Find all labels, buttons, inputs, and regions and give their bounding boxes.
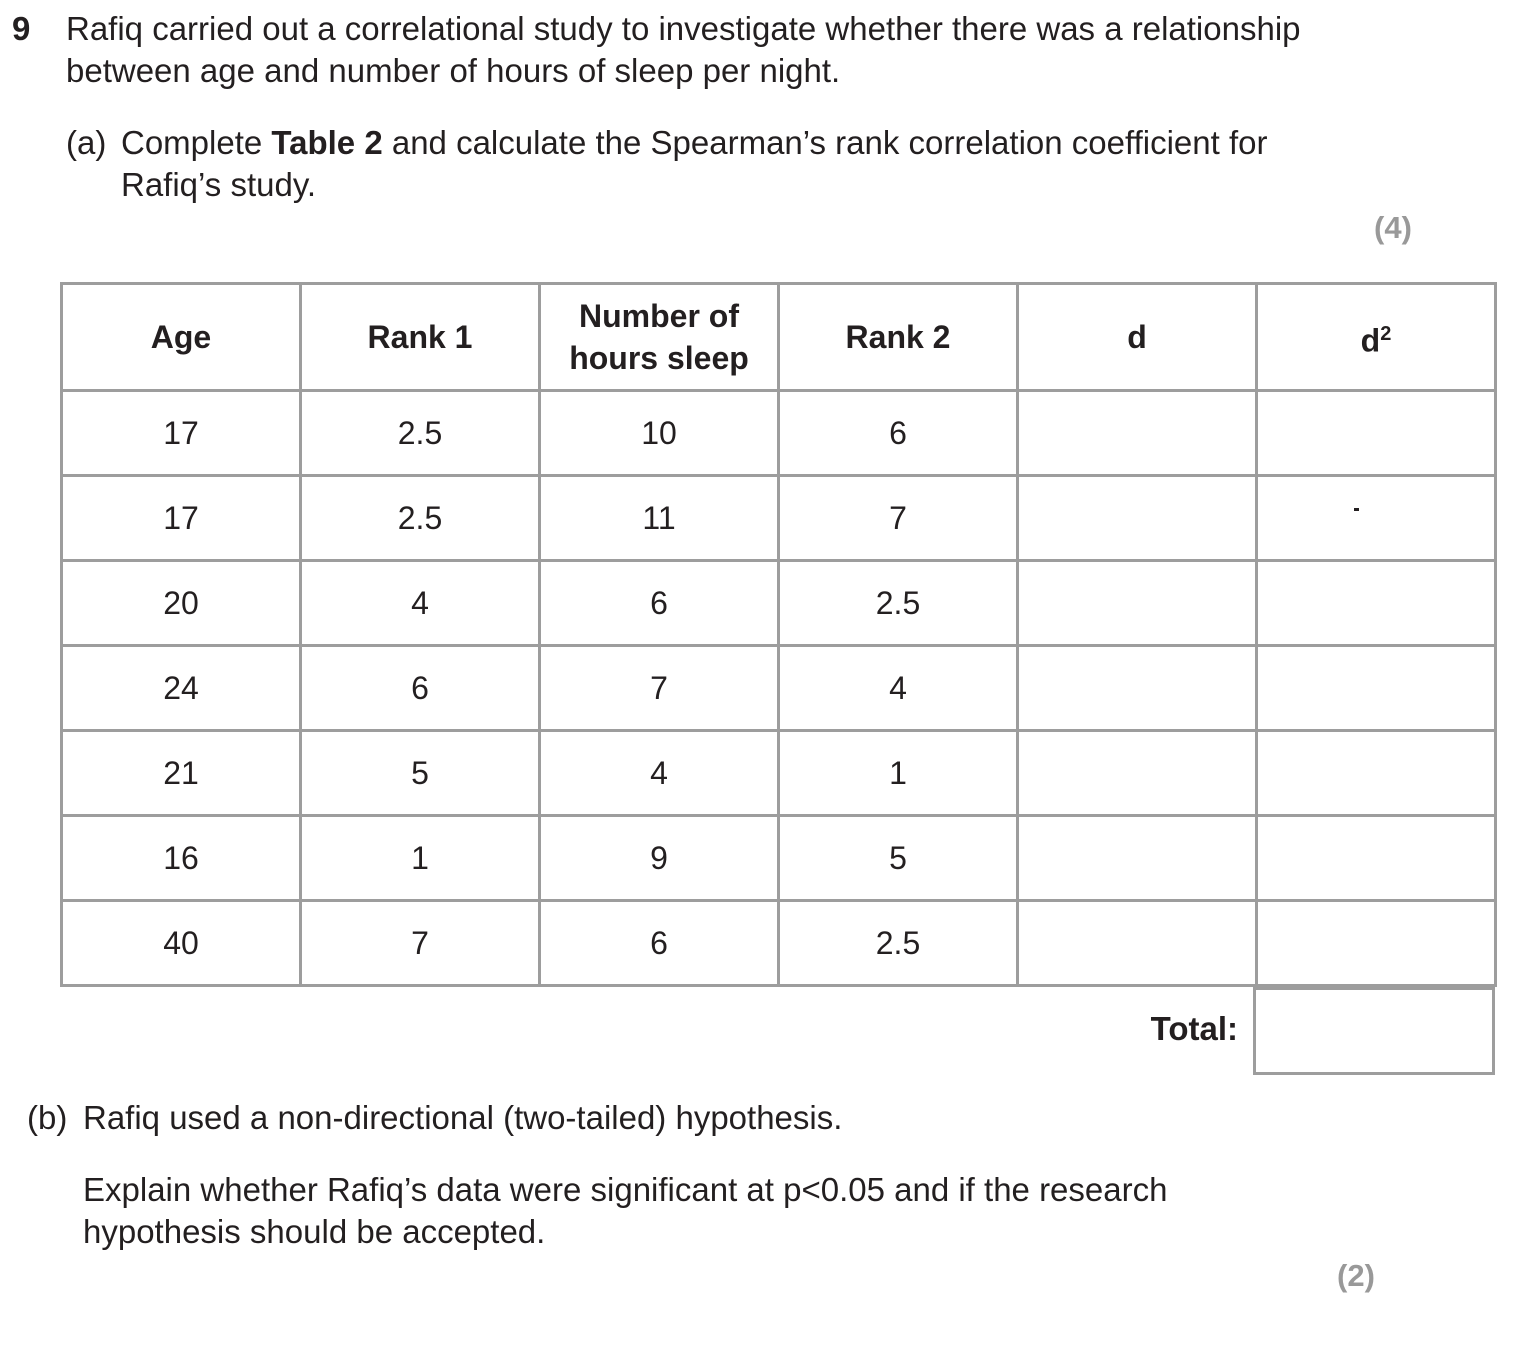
header-hours-line-2: hours sleep: [569, 340, 749, 376]
table-row: [62, 561, 1496, 646]
part-a-text-after: and calculate the Spearman’s rank correlation coefficient for: [382, 124, 1268, 161]
part-b-marks: (2): [1337, 1258, 1375, 1293]
part-b-instruction-line-2: hypothesis should be accepted.: [83, 1213, 546, 1250]
table-row: [62, 391, 1496, 476]
cell-d[interactable]: [1018, 476, 1257, 561]
table-row: [62, 646, 1496, 731]
cell-rank2: 2.5: [779, 901, 1018, 986]
header-d-squared: [1257, 284, 1496, 391]
question-stem-line-2: between age and number of hours of sleep per night.: [66, 52, 841, 89]
table-row: [62, 816, 1496, 901]
table-row: [62, 476, 1496, 561]
cell-age: 16: [62, 816, 301, 901]
total-answer-cell[interactable]: [1253, 987, 1495, 1075]
part-a-text-before: Complete: [121, 124, 272, 161]
cell-d[interactable]: [1018, 561, 1257, 646]
part-b-statement: Rafiq used a non-directional (two-tailed) hypothesis.: [83, 1099, 843, 1136]
cell-d[interactable]: [1018, 646, 1257, 731]
table-body: [62, 391, 1496, 986]
cell-hours: 4: [540, 731, 779, 816]
cell-d2[interactable]: [1257, 646, 1496, 731]
header-hours-sleep: [540, 284, 779, 391]
cell-hours: 9: [540, 816, 779, 901]
cell-rank2: 2.5: [779, 561, 1018, 646]
cell-d2[interactable]: [1257, 901, 1496, 986]
part-a-marks: (4): [1374, 210, 1412, 245]
cell-rank1: 4: [301, 561, 540, 646]
cell-age: 20: [62, 561, 301, 646]
table-row: [62, 901, 1496, 986]
cell-rank2: 7: [779, 476, 1018, 561]
part-b-label: (b): [27, 1099, 68, 1136]
header-rank-1: Rank 1: [301, 284, 540, 391]
header-age: Age: [62, 284, 301, 391]
cell-age: 17: [62, 476, 301, 561]
part-a-instruction-line-2: Rafiq’s study.: [121, 166, 317, 203]
cell-d2[interactable]: [1257, 816, 1496, 901]
header-rank-2: Rank 2: [779, 284, 1018, 391]
cell-rank1: 1: [301, 816, 540, 901]
cell-rank1: 6: [301, 646, 540, 731]
cell-rank2: 4: [779, 646, 1018, 731]
spearman-rank-table: [60, 282, 1497, 987]
cell-hours: 11: [540, 476, 779, 561]
cell-d2[interactable]: [1257, 731, 1496, 816]
cell-age: 17: [62, 391, 301, 476]
table-header-row: [62, 284, 1496, 391]
cell-age: 24: [62, 646, 301, 731]
cell-d[interactable]: [1018, 901, 1257, 986]
header-d2-base: d: [1360, 322, 1381, 359]
cell-rank1: 5: [301, 731, 540, 816]
cell-rank2: 6: [779, 391, 1018, 476]
cell-hours: 6: [540, 901, 779, 986]
cell-d2[interactable]: [1257, 561, 1496, 646]
cell-d[interactable]: [1018, 731, 1257, 816]
part-a-instruction-line-1: [121, 122, 1267, 164]
cell-d2[interactable]: [1257, 391, 1496, 476]
header-d: d: [1018, 284, 1257, 391]
cell-d2[interactable]: [1257, 476, 1496, 561]
cell-rank1: 7: [301, 901, 540, 986]
header-d2-superscript: 2: [1380, 322, 1392, 345]
cell-age: 40: [62, 901, 301, 986]
header-hours-line-1: Number of: [579, 298, 739, 334]
cell-rank2: 5: [779, 816, 1018, 901]
cell-rank2: 1: [779, 731, 1018, 816]
cell-d[interactable]: [1018, 391, 1257, 476]
cell-hours: 6: [540, 561, 779, 646]
table-row: [62, 731, 1496, 816]
cell-hours: 10: [540, 391, 779, 476]
part-a-label: (a): [66, 124, 107, 161]
cell-rank1: 2.5: [301, 391, 540, 476]
cell-rank1: 2.5: [301, 476, 540, 561]
cell-age: 21: [62, 731, 301, 816]
question-stem-line-1: Rafiq carried out a correlational study to investigate whether there was a relationship: [66, 10, 1301, 47]
part-b-instruction-line-1: Explain whether Rafiq’s data were significant at p<0.05 and if the research: [83, 1171, 1168, 1208]
cell-hours: 7: [540, 646, 779, 731]
question-number: 9: [12, 10, 31, 47]
total-label: Total:: [1150, 1010, 1238, 1047]
table-reference: Table 2: [271, 124, 383, 161]
stray-mark: [1354, 508, 1359, 511]
cell-d[interactable]: [1018, 816, 1257, 901]
